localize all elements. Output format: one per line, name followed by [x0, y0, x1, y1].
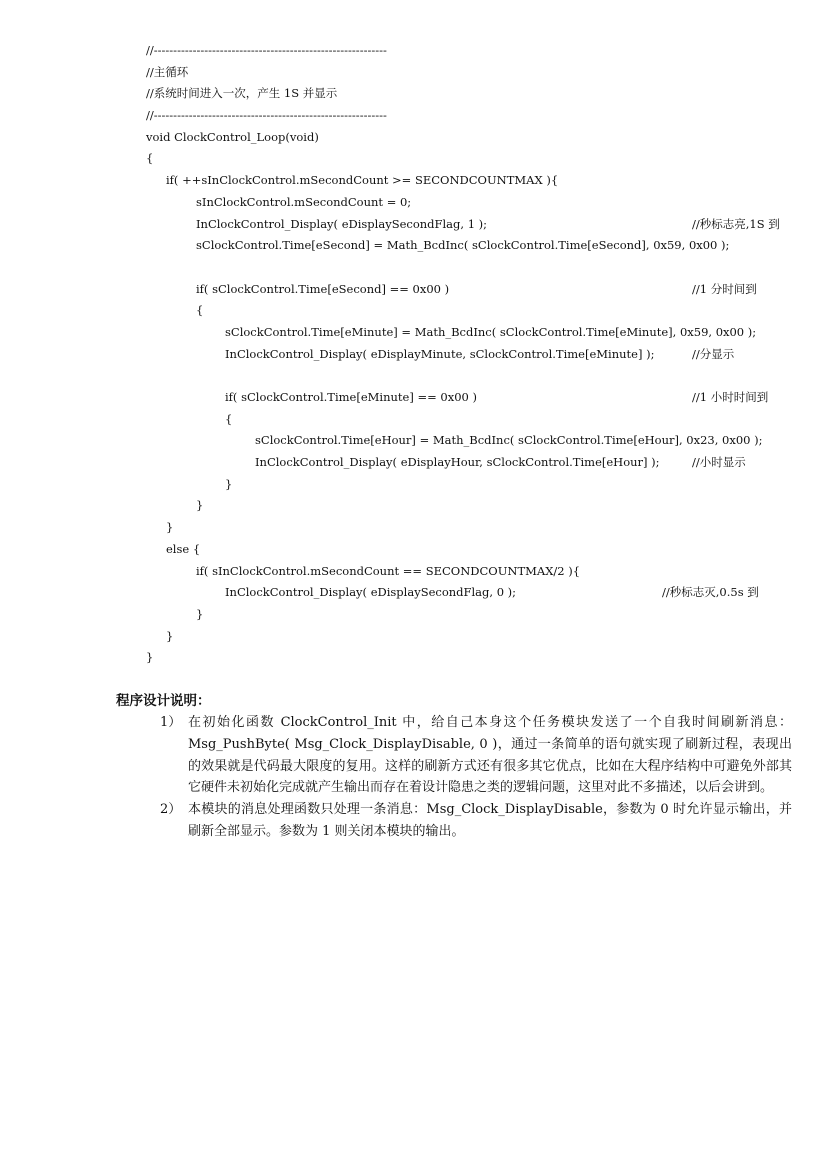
code-comment: //1 分时间到: [692, 281, 757, 296]
code-line: [146, 105, 806, 127]
code-text: }: [196, 606, 204, 621]
note-number: 1）: [160, 715, 182, 730]
code-line: [146, 322, 806, 344]
code-text: //------------------------------------------------------------: [146, 43, 387, 57]
code-line: [146, 517, 806, 539]
code-comment: //小时显示: [692, 455, 746, 470]
code-text: if( ++sInClockControl.mSecondCount >= SECONDCOUNTMAX ){: [166, 173, 559, 188]
code-line: [146, 344, 806, 366]
code-text: sInClockControl.mSecondCount = 0;: [196, 194, 412, 209]
code-line: [146, 127, 806, 149]
code-line: [146, 83, 806, 105]
code-listing: [146, 40, 806, 669]
note-item-2: [116, 799, 792, 843]
note-text: 本模块的消息处理函数只处理一条消息：Msg_Clock_DisplayDisable，参数为 0 时允许显示输出，并刷新全部显示。参数为 1 则关闭本模块的输出。: [188, 802, 792, 839]
code-line: [146, 387, 806, 409]
code-line: [146, 582, 806, 604]
code-text: }: [196, 498, 204, 513]
code-text: if( sInClockControl.mSecondCount == SECONDCOUNTMAX/2 ){: [196, 563, 581, 578]
code-text: }: [166, 628, 174, 643]
code-line: [146, 257, 806, 279]
code-text: InClockControl_Display( eDisplaySecondFlag, 1 );: [196, 216, 488, 231]
code-text: InClockControl_Display( eDisplaySecondFlag, 0 );: [225, 585, 517, 600]
code-line: [146, 495, 806, 517]
code-text: }: [146, 650, 154, 665]
design-notes: [116, 690, 792, 843]
note-number: 2）: [160, 802, 182, 818]
code-comment: //1 小时时间到: [692, 390, 769, 404]
code-line: [146, 647, 806, 669]
code-line: [146, 561, 806, 583]
code-comment: //秒标志亮,1S 到: [692, 216, 780, 231]
code-text: void ClockControl_Loop(void): [146, 129, 319, 144]
code-text: {: [196, 303, 204, 318]
code-line: [146, 300, 806, 322]
code-text: InClockControl_Display( eDisplayHour, sClockControl.Time[eHour] );: [255, 455, 660, 470]
code-line: [146, 40, 806, 62]
code-text: if( sClockControl.Time[eSecond] == 0x00 ): [196, 281, 450, 296]
code-line: [146, 626, 806, 648]
code-text: sClockControl.Time[eMinute] = Math_BcdInc( sClockControl.Time[eMinute], 0x59, 0x00 );: [225, 324, 757, 339]
code-text: //系统时间进入一次，产生 1S 并显示: [146, 86, 338, 101]
code-text: }: [225, 476, 233, 491]
code-comment: //秒标志灭,0.5s 到: [662, 585, 759, 600]
code-text: else {: [166, 541, 201, 556]
code-line: [146, 192, 806, 214]
code-text: {: [146, 151, 154, 166]
code-text: //------------------------------------------------------------: [146, 108, 387, 123]
code-comment: //分显示: [692, 346, 735, 361]
code-text: InClockControl_Display( eDisplayMinute, sClockControl.Time[eMinute] );: [225, 346, 655, 361]
code-line: [146, 539, 806, 561]
code-line: [146, 365, 806, 387]
code-line: [146, 214, 806, 236]
code-text: }: [166, 520, 174, 535]
code-line: [146, 452, 806, 474]
code-line: [146, 279, 806, 301]
code-text: {: [225, 411, 233, 426]
code-text: //主循环: [146, 64, 189, 79]
note-text: 在初始化函数 ClockControl_Init 中，给自己本身这个任务模块发送了一个自我时间刷新消息：Msg_PushByte( Msg_Clock_DisplayDisable, 0 )，通过一条简单的语句就实现了刷新过程，表现出的效果就是代码最大限度的复用。这样的刷新方式还有很多其它优点，比如在大程序结构中可避免外部其它硬件未初始化完成就产生输出而存在着设计隐患之类的逻辑问题，这里对此不多描述，以后会讲到。: [188, 715, 792, 796]
code-text: sClockControl.Time[eHour] = Math_BcdInc( sClockControl.Time[eHour], 0x23, 0x00 );: [255, 433, 763, 448]
code-line: [146, 148, 806, 170]
code-text: sClockControl.Time[eSecond] = Math_BcdInc( sClockControl.Time[eSecond], 0x59, 0x00 );: [196, 238, 730, 253]
code-line: [146, 62, 806, 84]
code-line: [146, 604, 806, 626]
code-line: [146, 170, 806, 192]
code-line: [146, 430, 806, 452]
note-item-1: [116, 712, 792, 799]
code-line: [146, 474, 806, 496]
notes-title: 程序设计说明：: [116, 693, 211, 709]
code-line: [146, 235, 806, 257]
code-text: if( sClockControl.Time[eMinute] == 0x00 ): [225, 390, 477, 404]
code-line: [146, 409, 806, 431]
